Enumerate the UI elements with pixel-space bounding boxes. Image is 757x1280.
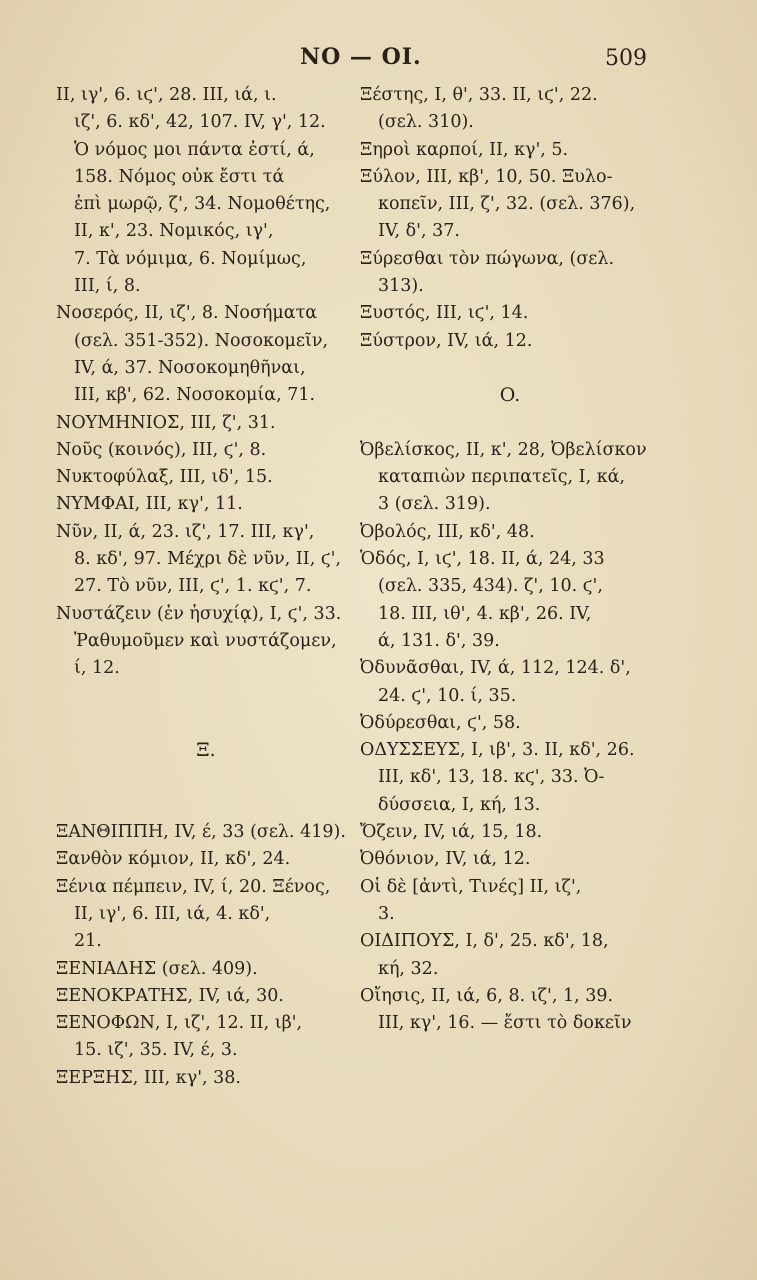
index-line: Ξένια πέμπειν, IV, ί, 20. Ξένος, xyxy=(56,876,331,897)
index-line: Ὀδυνᾶσθαι, IV, ά, 112, 124. δ', xyxy=(360,658,631,679)
index-line: Νοῦς (κοινός), III, ϛ', 8. xyxy=(56,439,267,460)
index-line: καταπιὼν περιπατεῖς, I, κά, xyxy=(378,467,626,488)
right-entries-xi xyxy=(360,82,660,355)
index-line: 158. Νόμος οὐκ ἔστι τά xyxy=(74,166,285,187)
index-line: Ξανθὸν κόμιον, II, κδ', 24. xyxy=(56,849,291,870)
spacer xyxy=(56,792,356,819)
index-line: Ξύστρον, IV, ιά, 12. xyxy=(360,330,533,351)
index-line: ιζ', 6. κδ', 42, 107. IV, γ', 12. xyxy=(74,112,326,133)
index-line: κοπεῖν, III, ζ', 32. (σελ. 376), xyxy=(378,194,636,215)
index-line: Ξηροὶ καρποί, II, κγ', 5. xyxy=(360,139,569,160)
index-line: ά, 131. δ', 39. xyxy=(378,630,500,651)
index-line: IV, δ', 37. xyxy=(378,221,460,242)
index-line: ΝΟΥΜΗΝΙΟΣ, III, ζ', 31. xyxy=(56,412,276,433)
index-line: 27. Τὸ νῦν, III, ϛ', 1. κϛ', 7. xyxy=(74,576,312,597)
index-line: 18. III, ιθ', 4. κβ', 26. IV, xyxy=(378,603,592,624)
index-line: ΞΑΝΘΙΠΠΗ, IV, έ, 33 (σελ. 419). xyxy=(56,822,346,843)
index-line: 15. ιζ', 35. IV, έ, 3. xyxy=(74,1040,238,1061)
index-line: Ὀθόνιον, IV, ιά, 12. xyxy=(360,849,531,870)
index-line: III, κδ', 13, 18. κϛ', 33. Ὀ- xyxy=(378,767,605,788)
index-line: Ὀβελίσκος, II, κ', 28, Ὀβελίσκον xyxy=(360,439,647,460)
spacer xyxy=(56,683,356,710)
index-line: δύσσεια, I, κή, 13. xyxy=(378,794,541,815)
index-line: (σελ. 335, 434). ζ', 10. ϛ', xyxy=(378,576,603,597)
index-line: III, κβ', 62. Νοσοκομία, 71. xyxy=(74,385,316,406)
index-line: Ὀβολός, III, κδ', 48. xyxy=(360,521,535,542)
index-line: ΞΕΝΟΚΡΑΤΗΣ, IV, ιά, 30. xyxy=(56,985,284,1006)
right-entries-omicron xyxy=(360,437,660,1038)
index-line: 8. κδ', 97. Μέχρι δὲ νῦν, II, ϛ', xyxy=(74,549,342,570)
index-line: Νυκτοφύλαξ, III, ιδ', 15. xyxy=(56,467,273,488)
index-line: ί, 12. xyxy=(74,658,120,679)
index-line: κή, 32. xyxy=(378,958,439,979)
index-line: Ὄζειν, IV, ιά, 15, 18. xyxy=(360,822,543,843)
left-entries-xi xyxy=(56,819,356,1092)
index-line: 3. xyxy=(378,903,395,924)
spacer xyxy=(360,355,660,382)
index-line: Ξέστης, I, θ', 33. II, ιϛ', 22. xyxy=(360,85,598,105)
running-head: NO — OI. xyxy=(300,44,422,70)
section-letter-xi: Ξ. xyxy=(196,739,216,762)
index-line: Ῥαθυμοῦμεν καὶ νυστάζομεν, xyxy=(74,630,337,651)
index-line: Ξυστός, III, ιϛ', 14. xyxy=(360,303,529,324)
index-line: II, ιγ', 6. ιϛ', 28. III, ιά, ι. xyxy=(56,85,277,105)
index-line: Νυστάζειν (ἐν ἡσυχίᾳ), I, ϛ', 33. xyxy=(56,603,342,624)
index-line: II, κ', 23. Νομικός, ιγ', xyxy=(74,221,274,242)
index-line: (σελ. 351-352). Νοσοκομεῖν, xyxy=(74,330,329,351)
index-line: Νοσερός, II, ιζ', 8. Νοσήματα xyxy=(56,303,318,324)
index-line: Ξύρεσθαι τὸν πώγωνα, (σελ. xyxy=(360,248,615,269)
index-line: ΞΕΝΙΑΔΗΣ (σελ. 409). xyxy=(56,958,258,979)
index-line: ἐπὶ μωρῷ, ζ', 34. Νομοθέτης, xyxy=(74,194,331,215)
index-line: (σελ. 310). xyxy=(378,112,474,133)
page-number: 509 xyxy=(605,46,647,71)
spacer xyxy=(56,764,356,791)
index-line: Ὁδός, I, ιϛ', 18. II, ά, 24, 33 xyxy=(360,549,605,570)
spacer xyxy=(56,710,356,737)
index-line: ΞΕΝΟΦΩΝ, I, ιζ', 12. II, ιβ', xyxy=(56,1013,303,1034)
index-line: II, ιγ', 6. III, ιά, 4. κδ', xyxy=(74,903,271,924)
index-line: ΟΔΥΣΣΕΥΣ, I, ιβ', 3. II, κδ', 26. xyxy=(360,740,635,761)
index-line: 313). xyxy=(378,276,424,297)
index-line: Οἴησις, II, ιά, 6, 8. ιζ', 1, 39. xyxy=(360,985,614,1006)
index-line: 3 (σελ. 319). xyxy=(378,494,491,515)
index-line: IV, ά, 37. Νοσοκομηθῆναι, xyxy=(74,357,306,378)
index-line: III, ί, 8. xyxy=(74,276,141,297)
index-line: 21. xyxy=(74,931,102,952)
index-line: Ξύλον, III, κβ', 10, 50. Ξυλο- xyxy=(360,166,613,187)
index-line: Ὁ νόμος μοι πάντα ἐστί, ά, xyxy=(74,139,315,160)
index-line: Οἱ δὲ [ἀντὶ, Τινές] II, ιζ', xyxy=(360,876,582,897)
spacer xyxy=(360,410,660,437)
index-line: III, κγ', 16. — ἔστι τὸ δοκεῖν xyxy=(378,1013,632,1034)
page-header xyxy=(0,44,757,80)
left-column xyxy=(56,82,356,1092)
index-line: 24. ϛ', 10. ί, 35. xyxy=(378,685,517,706)
index-line: 7. Τὰ νόμιμα, 6. Νομίμως, xyxy=(74,248,307,269)
right-column xyxy=(360,82,660,1037)
index-line: Νῦν, II, ά, 23. ιζ', 17. III, κγ', xyxy=(56,521,315,542)
index-line: ΞΕΡΞΗΣ, III, κγ', 38. xyxy=(56,1067,241,1088)
index-line: Ὀδύρεσθαι, ϛ', 58. xyxy=(360,712,521,733)
section-letter-omicron: O. xyxy=(499,384,521,407)
index-line: ΝΥΜΦΑΙ, III, κγ', 11. xyxy=(56,494,243,515)
left-entries-nu xyxy=(56,82,356,683)
index-line: ΟΙΔΙΠΟΥΣ, I, δ', 25. κδ', 18, xyxy=(360,931,609,952)
